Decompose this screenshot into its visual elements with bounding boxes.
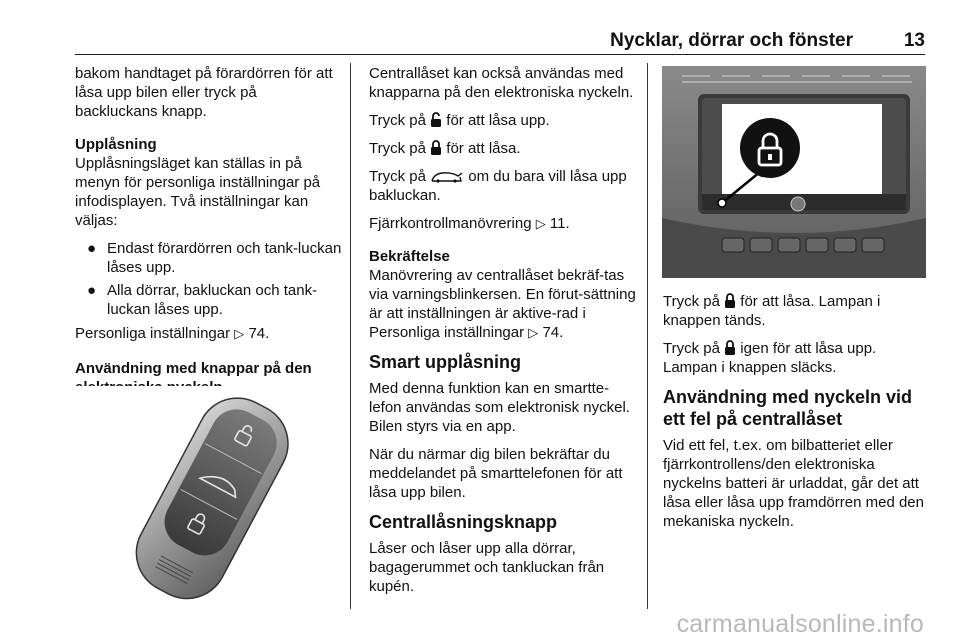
page-header bbox=[75, 30, 925, 52]
key-fob-image bbox=[75, 386, 341, 608]
arrow-ref-icon: ▷ bbox=[528, 325, 539, 340]
header-rule bbox=[75, 54, 925, 55]
page-number: 13 bbox=[903, 30, 925, 51]
paragraph: Med denna funktion kan en smartte-lefon användas som elektronisk nyckel. Bilen styrs via en app. bbox=[369, 380, 630, 435]
lock-closed-icon bbox=[724, 293, 736, 308]
lock-closed-icon bbox=[724, 340, 736, 355]
heading-central-lock-button: Centrallåsningsknapp bbox=[369, 512, 558, 532]
paragraph: Tryck på för att låsa. bbox=[369, 140, 521, 157]
cross-reference[interactable]: Personliga inställningar ▷ 74. bbox=[75, 325, 270, 342]
arrow-ref-icon: ▷ bbox=[234, 326, 245, 341]
bullet-list bbox=[75, 239, 343, 319]
column-1 bbox=[75, 64, 343, 397]
paragraph: Upplåsningsläget kan ställas in på menyn för personliga inställningar på infodisplayen. Två inställningar kan väljas: bbox=[75, 155, 321, 229]
list-item: ● Endast förardörren och tank-luckan låses upp. bbox=[87, 240, 342, 276]
bullet-icon: ● bbox=[87, 282, 97, 299]
heading-fault-use: Användning med nyckeln vid ett fel på centrallåset bbox=[663, 387, 913, 429]
column-2 bbox=[369, 64, 641, 605]
column-3 bbox=[663, 292, 927, 540]
heading-smart-unlock: Smart upplåsning bbox=[369, 352, 522, 372]
lock-open-icon bbox=[430, 112, 442, 127]
watermark: carmanualsonline.info bbox=[676, 610, 924, 638]
dashboard-lock-button-image bbox=[662, 66, 926, 278]
car-tailgate-icon bbox=[430, 169, 464, 183]
cross-reference[interactable]: Fjärrkontrollmanövrering ▷ 11. bbox=[369, 215, 570, 232]
paragraph: Manövrering av centrallåset bekräf-tas via varningsblinkersen. En förut-sättning är att inställningen är aktive-rad i Personliga inställningar ▷ 74. bbox=[369, 267, 636, 341]
paragraph: Tryck på igen för att låsa upp. Lampan i knappen släcks. bbox=[663, 340, 877, 376]
heading-key-buttons: Användning med knappar på den bbox=[75, 360, 312, 377]
list-item: ● Alla dörrar, bakluckan och tank-luckan låses upp. bbox=[87, 282, 318, 318]
bullet-icon: ● bbox=[87, 240, 97, 257]
paragraph: Tryck på för att låsa upp. bbox=[369, 112, 550, 129]
arrow-ref-icon: ▷ bbox=[535, 216, 546, 231]
paragraph: Låser och låser upp alla dörrar, bagagerummet och tankluckan från kupén. bbox=[369, 540, 605, 595]
heading-confirmation: Bekräftelse bbox=[369, 248, 450, 265]
paragraph: Centrallåset kan också användas med knapparna på den elektroniska nyckeln. bbox=[369, 65, 634, 101]
column-divider bbox=[647, 63, 648, 609]
page-title: Nycklar, dörrar och fönster bbox=[610, 30, 853, 51]
paragraph: Tryck på för att låsa. Lampan i knappen tänds. bbox=[663, 293, 881, 329]
column-divider bbox=[350, 63, 351, 609]
paragraph: bakom handtaget på förardörren för att låsa upp bilen eller tryck på backluckans knapp. bbox=[75, 65, 333, 120]
lock-closed-icon bbox=[430, 140, 442, 155]
paragraph: Tryck på om du bara vill låsa upp bakluckan. bbox=[369, 168, 627, 204]
paragraph: När du närmar dig bilen bekräftar du meddelandet på smarttelefonen för att låsa upp bilen. bbox=[369, 446, 623, 501]
heading-unlocking: Upplåsning bbox=[75, 136, 157, 153]
paragraph: Vid ett fel, t.ex. om bilbatteriet eller fjärrkontrollens/den elektroniska nyckelns batteri är urladdat, går det att låsa eller låsa upp framdörren med den mekaniska nyckeln. bbox=[663, 437, 924, 530]
